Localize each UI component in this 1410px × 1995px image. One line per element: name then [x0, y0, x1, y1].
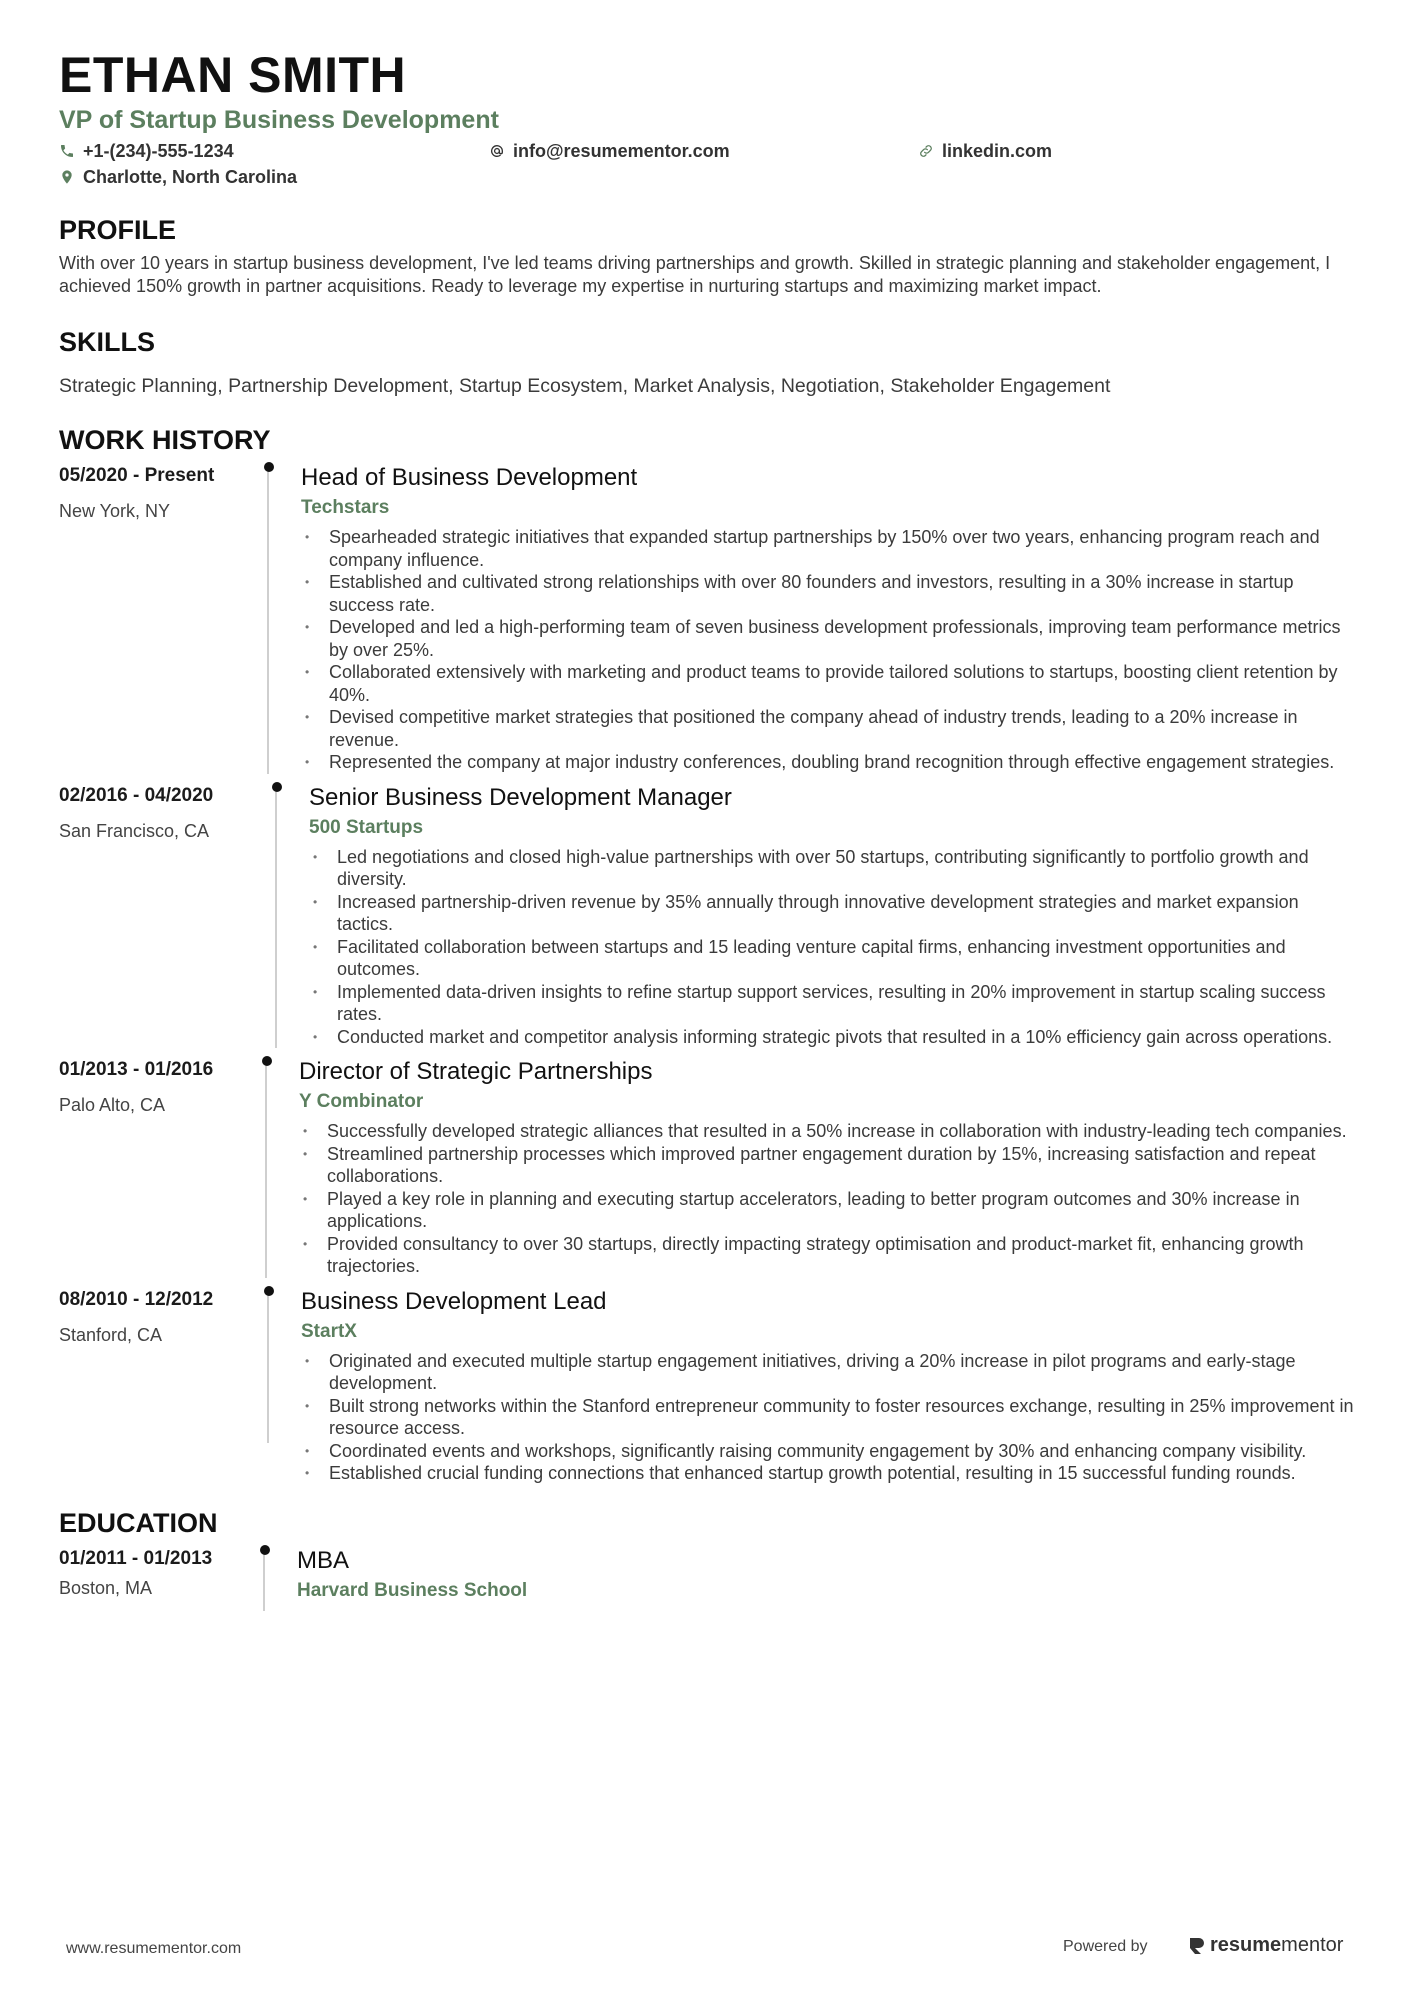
work-location: New York, NY — [59, 501, 171, 521]
work-location: San Francisco, CA — [59, 820, 210, 841]
company-name: Techstars — [301, 497, 390, 518]
list-item: • Developed and led a high-performing team of seven business development professionals, improving team performance metrics by over 25%. — [301, 616, 1359, 661]
work-dates: 01/2013 - 01/2016 — [59, 1059, 214, 1080]
job-title: Business Development Lead — [301, 1287, 607, 1315]
work-entry — [59, 464, 1359, 774]
education-dates: 01/2011 - 01/2013 — [59, 1547, 213, 1569]
contact-location — [59, 166, 297, 188]
list-item: • Coordinated events and workshops, significantly raising community engagement by 30% and enhancing company visibility. — [301, 1440, 1359, 1463]
job-title: Director of Strategic Partnerships — [299, 1058, 653, 1085]
timeline-rail — [263, 1551, 265, 1611]
list-item: • Conducted market and competitor analysis informing strategic pivots that resulted in a 10% efficiency gain across operations. — [309, 1026, 1359, 1049]
resumementor-logo[interactable] — [1188, 1934, 1343, 1957]
profile-text: With over 10 years in startup business development, I've led teams driving partnerships and growth. Skilled in strategic planning and stakeholder engagement, I achieved 150% growth in partner acquisitions. Ready to leverage my expertise in nurturing startups and maximizing market impact. — [59, 253, 1331, 296]
contact-block — [59, 140, 1359, 192]
email-text: info@resumementor.com — [513, 141, 730, 161]
list-item: • Provided consultancy to over 30 startups, directly impacting strategy optimisation and product-market fit, enhancing growth trajectories. — [299, 1233, 1359, 1278]
map-pin-icon — [59, 169, 75, 185]
work-location: Stanford, CA — [59, 1324, 163, 1345]
list-item: • Streamlined partnership processes which improved partner engagement duration by 15%, increasing satisfaction and repeat collaborations. — [299, 1143, 1359, 1188]
list-item: • Devised competitive market strategies that positioned the company ahead of industry trends, leading to a 20% increase in revenue. — [301, 706, 1359, 751]
list-item: • Increased partnership-driven revenue by 35% annually through innovative development strategies and market expansion tactics. — [309, 891, 1359, 936]
education-location: Boston, MA — [59, 1577, 153, 1598]
job-bullets — [309, 846, 1359, 1049]
company-name: StartX — [301, 1320, 357, 1342]
page-footer — [0, 1934, 1410, 1970]
work-entry — [59, 1288, 1359, 1485]
powered-by-text: Powered by — [1063, 1938, 1148, 1955]
school-name: Harvard Business School — [297, 1579, 528, 1601]
job-bullets — [301, 526, 1359, 774]
phone-text: +1-(234)-555-1234 — [83, 141, 234, 161]
brand-bold: resume — [1210, 1934, 1282, 1956]
candidate-name: ETHAN SMITH — [59, 47, 407, 103]
brand-light: mentor — [1281, 1934, 1344, 1956]
resume-page — [59, 48, 1359, 1603]
job-bullets — [299, 1120, 1359, 1278]
work-location: Palo Alto, CA — [59, 1095, 166, 1115]
list-item: • Successfully developed strategic alliances that resulted in a 50% increase in collaboration with industry-leading tech companies. — [299, 1120, 1359, 1143]
timeline-rail — [267, 468, 269, 774]
list-item: • Played a key role in planning and executing startup accelerators, leading to better program outcomes and 30% increase in applications. — [299, 1188, 1359, 1233]
timeline-dot — [262, 1056, 272, 1066]
work-entry — [59, 1058, 1359, 1278]
timeline-dot — [264, 462, 274, 472]
work-dates: 05/2020 - Present — [59, 465, 215, 486]
at-icon — [489, 143, 505, 159]
contact-email[interactable] — [489, 140, 730, 162]
link-text: linkedin.com — [942, 141, 1053, 161]
list-item: • Originated and executed multiple startup engagement initiatives, driving a 20% increase in pilot programs and early-stage development. — [301, 1350, 1359, 1395]
company-name: Y Combinator — [299, 1091, 424, 1112]
timeline-rail — [267, 1292, 269, 1443]
skills-heading: SKILLS — [59, 327, 156, 357]
link-icon — [918, 143, 934, 159]
list-item: • Led negotiations and closed high-value partnerships with over 50 startups, contributing significantly to portfolio growth and diversity. — [309, 846, 1359, 891]
skills-text: Strategic Planning, Partnership Development, Startup Ecosystem, Market Analysis, Negotiation, Stakeholder Engagement — [59, 375, 1111, 397]
list-item: • Represented the company at major industry conferences, doubling brand recognition through effective engagement strategies. — [301, 751, 1359, 774]
education-entry — [59, 1547, 1359, 1603]
list-item: • Established and cultivated strong relationships with over 80 founders and investors, resulting in a 30% increase in startup success rate. — [301, 571, 1359, 616]
contact-link[interactable] — [918, 140, 1052, 162]
list-item: • Implemented data-driven insights to refine startup support services, resulting in 20% improvement in startup scaling success rates. — [309, 981, 1359, 1026]
job-title: Senior Business Development Manager — [309, 783, 732, 811]
company-name: 500 Startups — [309, 816, 424, 838]
contact-phone[interactable] — [59, 140, 234, 162]
education-heading: EDUCATION — [59, 1507, 218, 1538]
timeline-rail — [265, 1062, 267, 1278]
timeline-dot — [272, 782, 282, 792]
timeline-dot — [264, 1286, 274, 1296]
work-dates: 08/2010 - 12/2012 — [59, 1288, 214, 1310]
list-item: • Facilitated collaboration between startups and 15 leading venture capital firms, enhancing investment opportunities and outcomes. — [309, 936, 1359, 981]
work-history-heading: WORK HISTORY — [59, 425, 271, 455]
phone-icon — [59, 143, 75, 159]
timeline-rail — [275, 788, 277, 1049]
work-entry — [59, 784, 1359, 1049]
work-dates: 02/2016 - 04/2020 — [59, 784, 214, 806]
footer-url[interactable]: www.resumementor.com — [66, 1940, 242, 1957]
list-item: • Built strong networks within the Stanford entrepreneur community to foster resources exchange, resulting in 25% improvement in resource access. — [301, 1395, 1359, 1440]
candidate-title: VP of Startup Business Development — [59, 106, 499, 134]
profile-heading: PROFILE — [59, 215, 177, 245]
location-text: Charlotte, North Carolina — [83, 167, 298, 187]
list-item: • Collaborated extensively with marketing and product teams to provide tailored solutions to startups, boosting client retention by 40%. — [301, 661, 1359, 706]
resumementor-logo-icon — [1188, 1936, 1206, 1956]
timeline-dot — [260, 1545, 270, 1555]
degree: MBA — [297, 1546, 350, 1574]
list-item: • Spearheaded strategic initiatives that expanded startup partnerships by 150% over two years, enhancing program reach and company influence. — [301, 526, 1359, 571]
job-title: Head of Business Development — [301, 464, 638, 491]
list-item: • Established crucial funding connections that enhanced startup growth potential, resulting in 15 successful funding rounds. — [301, 1462, 1359, 1485]
job-bullets — [301, 1350, 1359, 1485]
